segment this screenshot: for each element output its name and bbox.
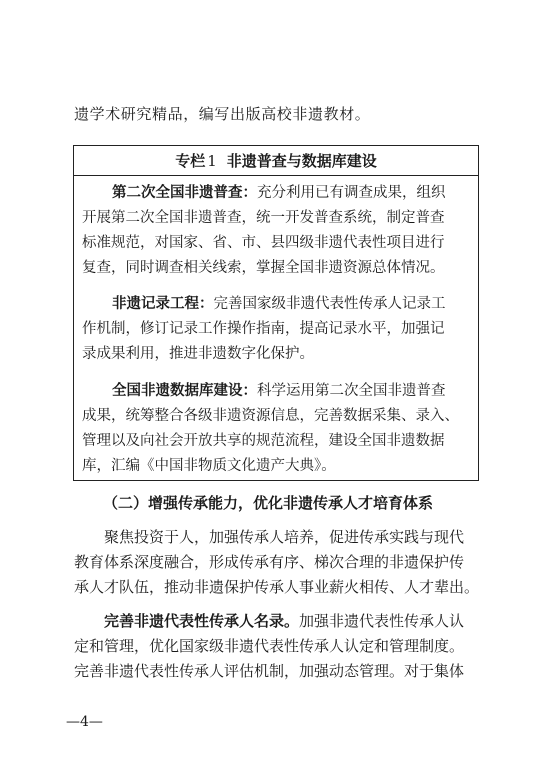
section-heading: （二）增强传承能力，优化非遗传承人才培育体系 [103,494,434,512]
box-item2-line3: 录成果利用，推进非遗数字化保护。 [82,346,314,362]
para1-line1: 聚焦投资于人，加强传承人培养，促进传承实践与现代 [104,528,465,546]
box-number: 1 [207,152,217,170]
box-item3-line3: 管理以及向社会开放共享的规范流程，建设全国非遗数据 [82,433,445,449]
box-item1-line3: 标准规范，对国家、省、市、县四级非遗代表性项目进行 [82,235,445,251]
box-item1-line2: 开展第二次全国非遗普查，统一开发普查系统，制定普查 [82,210,445,226]
box-item1-line4: 复查，同时调查相关线索，掌握全国非遗资源总体情况。 [82,260,445,276]
box-title-row [74,146,478,176]
para2-line1: 完善非遗代表性传承人名录。加强非遗代表性传承人认 [104,612,465,630]
special-column-box [73,145,479,481]
box-item3-line1: 全国非遗数据库建设：科学运用第二次全国非遗普查 [112,383,446,399]
box-item2-line2: 作机制，修订记录工作操作指南，提高记录水平，加强记 [82,321,445,337]
para2-line3: 完善非遗代表性传承人评估机制，加强动态管理。对于集体 [74,662,465,680]
para1-line2: 教育体系深度融合，形成传承有序、梯次合理的非遗保护传 [74,553,465,571]
box-item3-line2: 成果，统筹整合各级非遗资源信息，完善数据采集、录入、 [82,408,459,424]
box-label: 专栏 [175,152,206,170]
intro-text-line: 遗学术研究精品，编写出版高校非遗教材。 [74,105,371,123]
para1-line3: 承人才队伍，推动非遗保护传承人事业薪火相传、人才辈出。 [74,578,480,596]
page-number: —4— [66,714,103,730]
box-title: 非遗普查与数据库建设 [226,152,377,170]
para2-line2: 定和管理，优化国家级非遗代表性传承人认定和管理制度。 [74,637,465,655]
box-item2-line1: 非遗记录工程：完善国家级非遗代表性传承人记录工 [112,296,446,312]
box-item1-line1: 第二次全国非遗普查：充分利用已有调查成果，组织 [112,185,446,201]
box-item3-line4: 库，汇编《中国非物质文化遗产大典》。 [82,458,336,474]
